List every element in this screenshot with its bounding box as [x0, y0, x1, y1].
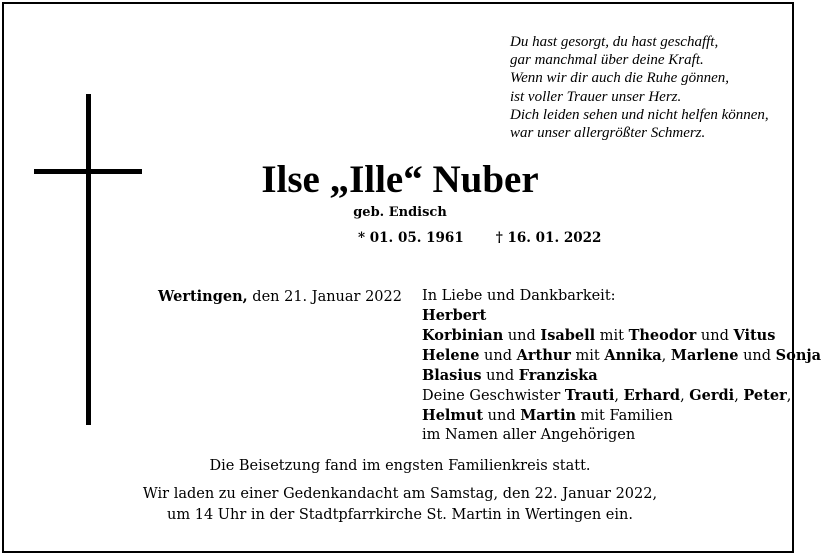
connector-text: und	[738, 348, 776, 364]
death-date: † 16. 01. 2022	[495, 230, 602, 246]
life-dates	[358, 228, 601, 248]
family-name: Isabell	[540, 327, 596, 344]
poem-line: Wenn wir dir auch die Ruhe gönnen,	[510, 70, 730, 87]
family-name: Sonja	[775, 347, 821, 364]
family-closing: im Namen aller Angehörigen	[422, 427, 636, 443]
poem	[510, 33, 790, 142]
family-name: Blasius	[422, 367, 482, 384]
family-name: Erhard	[623, 387, 681, 404]
connector-text: ,	[734, 388, 744, 404]
family-name: Martin	[520, 407, 577, 424]
place-date	[158, 287, 402, 307]
date: den 21. Januar 2022	[247, 289, 402, 305]
poem-line: Dich leiden sehen und nicht helfen können,	[510, 106, 769, 123]
family-name: Gerdi	[689, 387, 735, 404]
poem-line: Du hast gesorgt, du hast geschafft,	[510, 34, 719, 50]
family-name: Annika	[604, 347, 662, 364]
family-name: Marlene	[670, 347, 739, 364]
family-line	[422, 386, 821, 406]
invitation-line: um 14 Uhr in der Stadtpfarrkirche St. Martin in Wertingen ein.	[167, 507, 633, 523]
connector-text: mit	[595, 328, 629, 344]
connector-text: mit	[570, 348, 605, 364]
maiden-name: geb. Endisch	[353, 205, 447, 220]
family-line	[422, 326, 821, 346]
family-line	[422, 366, 821, 386]
family-name: Trauti	[564, 387, 615, 404]
connector-text: und	[503, 328, 541, 344]
family-name: Korbinian	[422, 327, 504, 344]
family-name: Peter	[743, 387, 787, 404]
family-intro: In Liebe und Dankbarkeit:	[422, 288, 616, 304]
family-name: Helene	[422, 347, 480, 364]
family-name: Theodor	[628, 327, 697, 344]
family-line	[422, 346, 821, 366]
family-name: Vitus	[733, 327, 776, 344]
connector-text: ,	[680, 388, 690, 404]
family-name: Herbert	[422, 307, 487, 324]
funeral-note: Die Beisetzung fand im engsten Familienkreis statt.	[209, 458, 591, 474]
family-name: Arthur	[516, 347, 571, 364]
connector-text: und	[483, 408, 521, 424]
connector-text: Deine Geschwister	[422, 388, 565, 404]
poem-line: gar manchmal über deine Kraft.	[510, 52, 704, 69]
connector-text: und	[479, 348, 517, 364]
family-name: Franziska	[518, 367, 598, 384]
connector-text: und	[481, 368, 519, 384]
connector-text: ,	[614, 388, 624, 404]
connector-text: ,	[661, 348, 671, 364]
deceased-name: Ilse „Ille“ Nuber	[261, 158, 539, 201]
connector-text: ,	[786, 388, 792, 404]
family-line	[422, 306, 821, 326]
memorial-invitation	[0, 484, 800, 526]
family-line	[422, 406, 821, 426]
place: Wertingen,	[158, 288, 248, 305]
invitation-line: Wir laden zu einer Gedenkandacht am Samstag, den 22. Januar 2022,	[142, 486, 658, 502]
connector-text: und	[696, 328, 734, 344]
birth-date: * 01. 05. 1961	[358, 230, 464, 246]
family-name: Helmut	[422, 407, 484, 424]
connector-text: mit Familien	[576, 408, 673, 424]
family-list	[422, 287, 821, 445]
poem-line: war unser allergrößter Schmerz.	[510, 125, 706, 142]
cross-vertical-bar	[86, 94, 91, 425]
poem-line: ist voller Trauer unser Herz.	[510, 88, 682, 105]
